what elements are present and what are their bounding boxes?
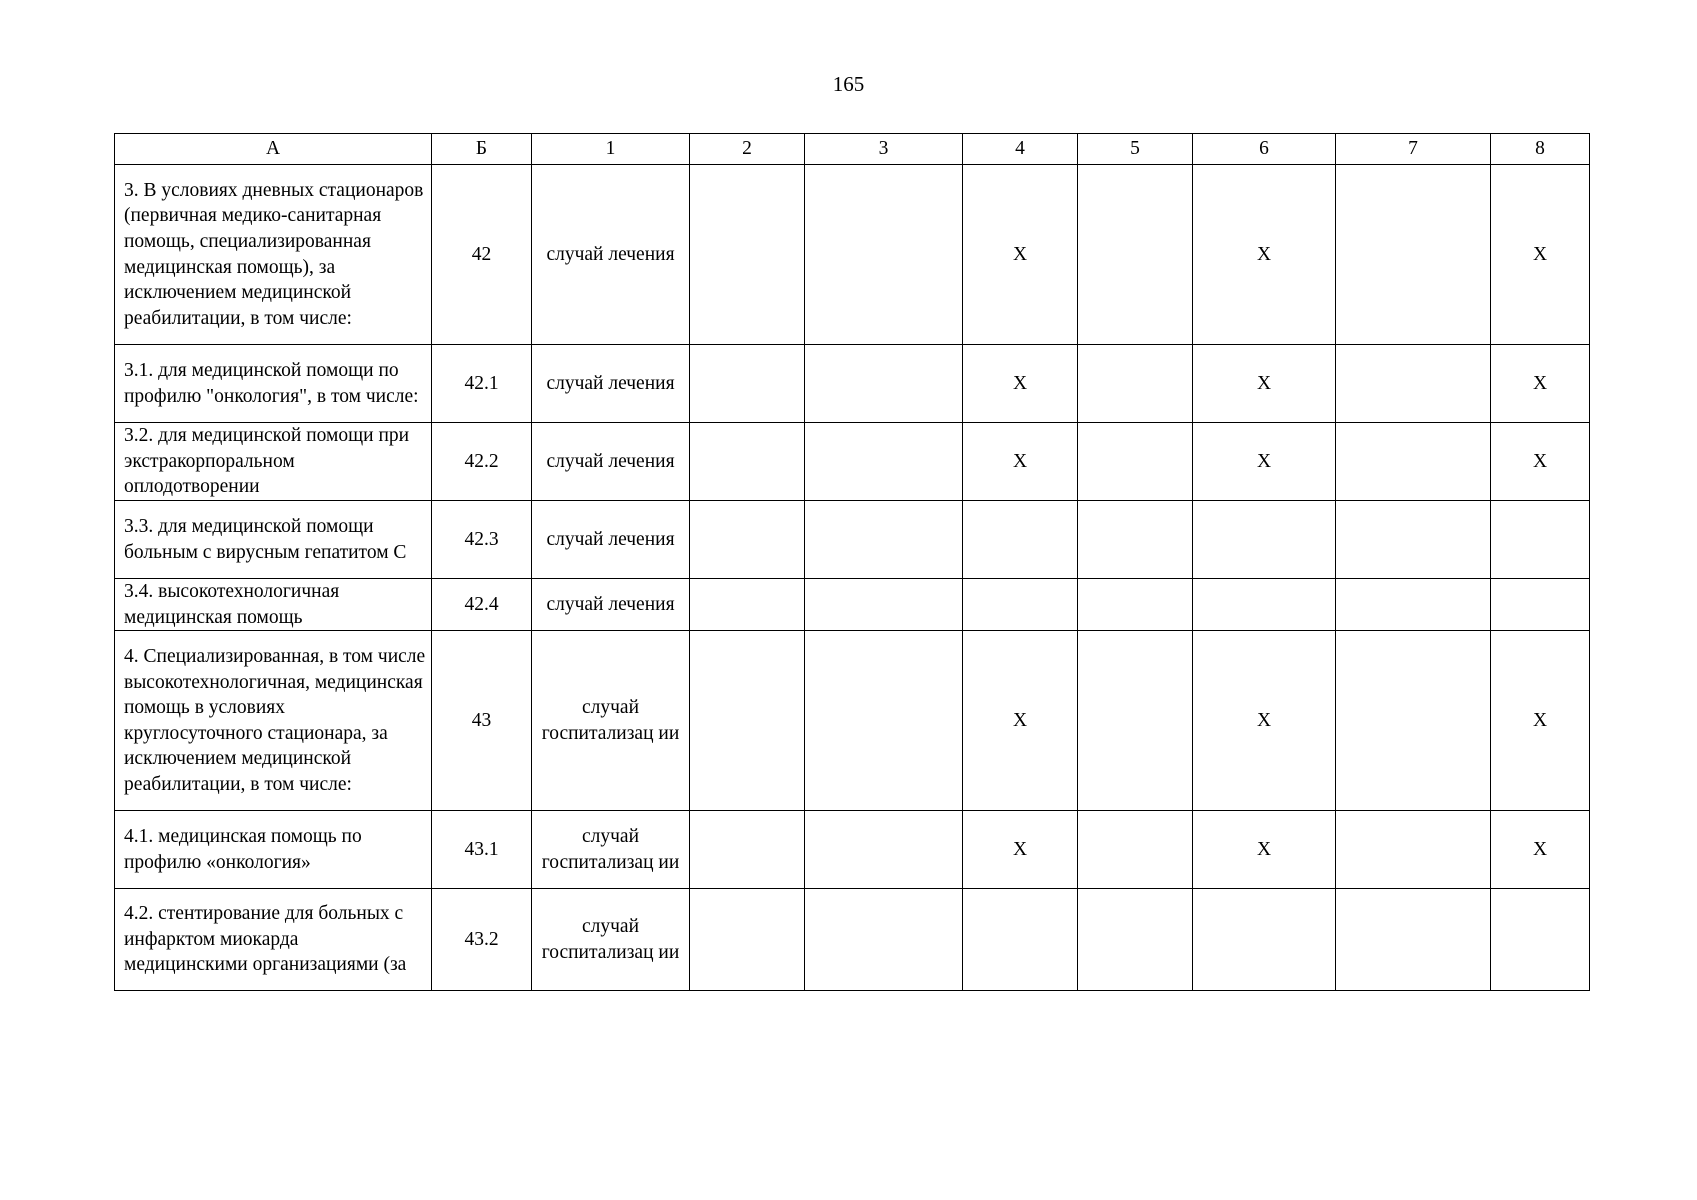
row-col-6: Х	[1193, 423, 1336, 501]
row-col-5	[1078, 631, 1193, 811]
row-col-8	[1491, 889, 1590, 991]
table-row	[115, 579, 1590, 631]
row-col-3	[805, 423, 963, 501]
row-code: 43	[432, 631, 532, 811]
table-row	[115, 811, 1590, 889]
row-description: 3.3. для медицинской помощи больным с вирусным гепатитом С	[115, 501, 432, 579]
header-cell-a: А	[115, 134, 432, 165]
data-table	[114, 133, 1590, 991]
row-col-2	[690, 811, 805, 889]
table-row	[115, 165, 1590, 345]
row-col-3	[805, 345, 963, 423]
row-description: 4. Специализированная, в том числе высокотехнологичная, медицинская помощь в условиях круглосуточного стационара, за исключением медицинской реабилитации, в том числе:	[115, 631, 432, 811]
row-col-6: Х	[1193, 165, 1336, 345]
row-col-5	[1078, 423, 1193, 501]
row-col-3	[805, 811, 963, 889]
row-col-3	[805, 501, 963, 579]
row-unit: случай лечения	[532, 165, 690, 345]
row-col-3	[805, 165, 963, 345]
row-code: 42.2	[432, 423, 532, 501]
row-col-3	[805, 579, 963, 631]
row-description: 4.1. медицинская помощь по профилю «онкология»	[115, 811, 432, 889]
row-col-8: Х	[1491, 345, 1590, 423]
row-col-2	[690, 423, 805, 501]
table-row	[115, 501, 1590, 579]
row-col-7	[1336, 631, 1491, 811]
row-col-8: Х	[1491, 423, 1590, 501]
row-col-7	[1336, 165, 1491, 345]
header-cell-6: 6	[1193, 134, 1336, 165]
header-row	[115, 134, 1590, 165]
row-col-5	[1078, 345, 1193, 423]
row-col-8: Х	[1491, 631, 1590, 811]
row-col-4	[963, 579, 1078, 631]
row-unit: случай госпитализац ии	[532, 631, 690, 811]
header-cell-b: Б	[432, 134, 532, 165]
header-cell-4: 4	[963, 134, 1078, 165]
row-col-6: Х	[1193, 345, 1336, 423]
row-code: 42.4	[432, 579, 532, 631]
row-col-3	[805, 631, 963, 811]
row-col-2	[690, 501, 805, 579]
row-unit: случай лечения	[532, 423, 690, 501]
header-cell-5: 5	[1078, 134, 1193, 165]
header-cell-2: 2	[690, 134, 805, 165]
page-number: 165	[832, 72, 865, 96]
row-col-6: Х	[1193, 631, 1336, 811]
row-col-6	[1193, 889, 1336, 991]
row-col-2	[690, 889, 805, 991]
row-col-8: Х	[1491, 811, 1590, 889]
row-col-4: Х	[963, 811, 1078, 889]
row-code: 43.2	[432, 889, 532, 991]
row-description: 3. В условиях дневных стационаров (первичная медико-санитарная помощь, специализированная медицинская помощь), за исключением медицинской реабилитации, в том числе:	[115, 165, 432, 345]
row-code: 42	[432, 165, 532, 345]
row-col-2	[690, 579, 805, 631]
row-col-7	[1336, 579, 1491, 631]
row-unit: случай госпитализац ии	[532, 811, 690, 889]
row-col-4: Х	[963, 631, 1078, 811]
row-col-4	[963, 501, 1078, 579]
row-col-4: Х	[963, 165, 1078, 345]
row-col-6: Х	[1193, 811, 1336, 889]
row-col-4: Х	[963, 423, 1078, 501]
header-cell-8: 8	[1491, 134, 1590, 165]
row-description: 4.2. стентирование для больных с инфарктом миокарда медицинскими организациями (за	[115, 889, 432, 991]
row-col-5	[1078, 889, 1193, 991]
row-col-5	[1078, 579, 1193, 631]
row-col-8: Х	[1491, 165, 1590, 345]
row-col-7	[1336, 889, 1491, 991]
row-col-5	[1078, 811, 1193, 889]
header-cell-3: 3	[805, 134, 963, 165]
row-description: 3.1. для медицинской помощи по профилю "онкология", в том числе:	[115, 345, 432, 423]
table-row	[115, 423, 1590, 501]
row-col-3	[805, 889, 963, 991]
row-col-7	[1336, 811, 1491, 889]
row-col-6	[1193, 501, 1336, 579]
row-col-2	[690, 631, 805, 811]
row-col-4	[963, 889, 1078, 991]
row-description: 3.4. высокотехнологичная медицинская помощь	[115, 579, 432, 631]
row-col-7	[1336, 423, 1491, 501]
table-row	[115, 631, 1590, 811]
row-description: 3.2. для медицинской помощи при экстракорпоральном оплодотворении	[115, 423, 432, 501]
row-col-7	[1336, 345, 1491, 423]
row-col-7	[1336, 501, 1491, 579]
row-col-2	[690, 165, 805, 345]
header-cell-1: 1	[532, 134, 690, 165]
row-unit: случай лечения	[532, 345, 690, 423]
row-unit: случай лечения	[532, 501, 690, 579]
row-code: 42.3	[432, 501, 532, 579]
row-col-8	[1491, 501, 1590, 579]
row-col-8	[1491, 579, 1590, 631]
row-col-6	[1193, 579, 1336, 631]
row-code: 42.1	[432, 345, 532, 423]
row-unit: случай госпитализац ии	[532, 889, 690, 991]
row-col-5	[1078, 501, 1193, 579]
row-code: 43.1	[432, 811, 532, 889]
row-unit: случай лечения	[532, 579, 690, 631]
table-row	[115, 889, 1590, 991]
table-row	[115, 345, 1590, 423]
header-cell-7: 7	[1336, 134, 1491, 165]
row-col-5	[1078, 165, 1193, 345]
row-col-4: Х	[963, 345, 1078, 423]
row-col-2	[690, 345, 805, 423]
